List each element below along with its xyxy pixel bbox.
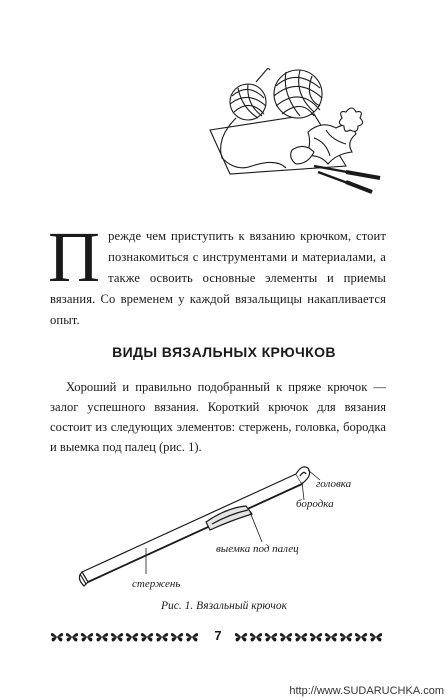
butterfly-ornament-icon	[234, 631, 248, 643]
figure-caption: Рис. 1. Вязальный крючок	[161, 600, 287, 612]
page-number: 7	[214, 628, 222, 643]
label-thumb-rest: выемка под палец	[216, 543, 299, 555]
label-head: головка	[316, 478, 352, 490]
butterfly-ornament-icon	[249, 631, 263, 643]
butterfly-ornament-icon	[354, 631, 368, 643]
intro-text: режде чем приступить к вязанию крючком, стоит познакомиться с инструментами и материалами, а также освоить основные элементы и приемы вязания. Со временем у каждой вязальщицы накапливается опыт.	[50, 229, 386, 327]
butterfly-ornament-icon	[294, 631, 308, 643]
drop-cap: П	[48, 217, 101, 297]
body-paragraph: Хороший и правильно подобранный к пряже крючок — залог успешного вязания. Короткий крючок для вязания состоит из следующих элементов: стержень, головка, бородка и выемка под палец (рис. 1).	[50, 380, 386, 454]
yarn-and-hooks-illustration-icon	[196, 68, 392, 196]
page-footer	[50, 625, 386, 647]
section-title: ВИДЫ ВЯЗАЛЬНЫХ КРЮЧКОВ	[112, 344, 336, 360]
butterfly-ornament-icon	[339, 631, 353, 643]
butterfly-ornament-icon	[309, 631, 323, 643]
crochet-hook-icon	[50, 456, 350, 606]
butterfly-ornament-icon	[279, 631, 293, 643]
butterfly-ornament-icon	[324, 631, 338, 643]
intro-paragraph	[48, 217, 386, 331]
label-shaft: стержень	[132, 578, 181, 590]
watermark: http://www.SUDARUCHKA.com	[289, 685, 444, 697]
label-beard: бородка	[296, 498, 334, 510]
butterfly-ornament-icon	[264, 631, 278, 643]
butterfly-ornament-icon	[369, 631, 383, 643]
ornament-row-right	[234, 631, 383, 643]
